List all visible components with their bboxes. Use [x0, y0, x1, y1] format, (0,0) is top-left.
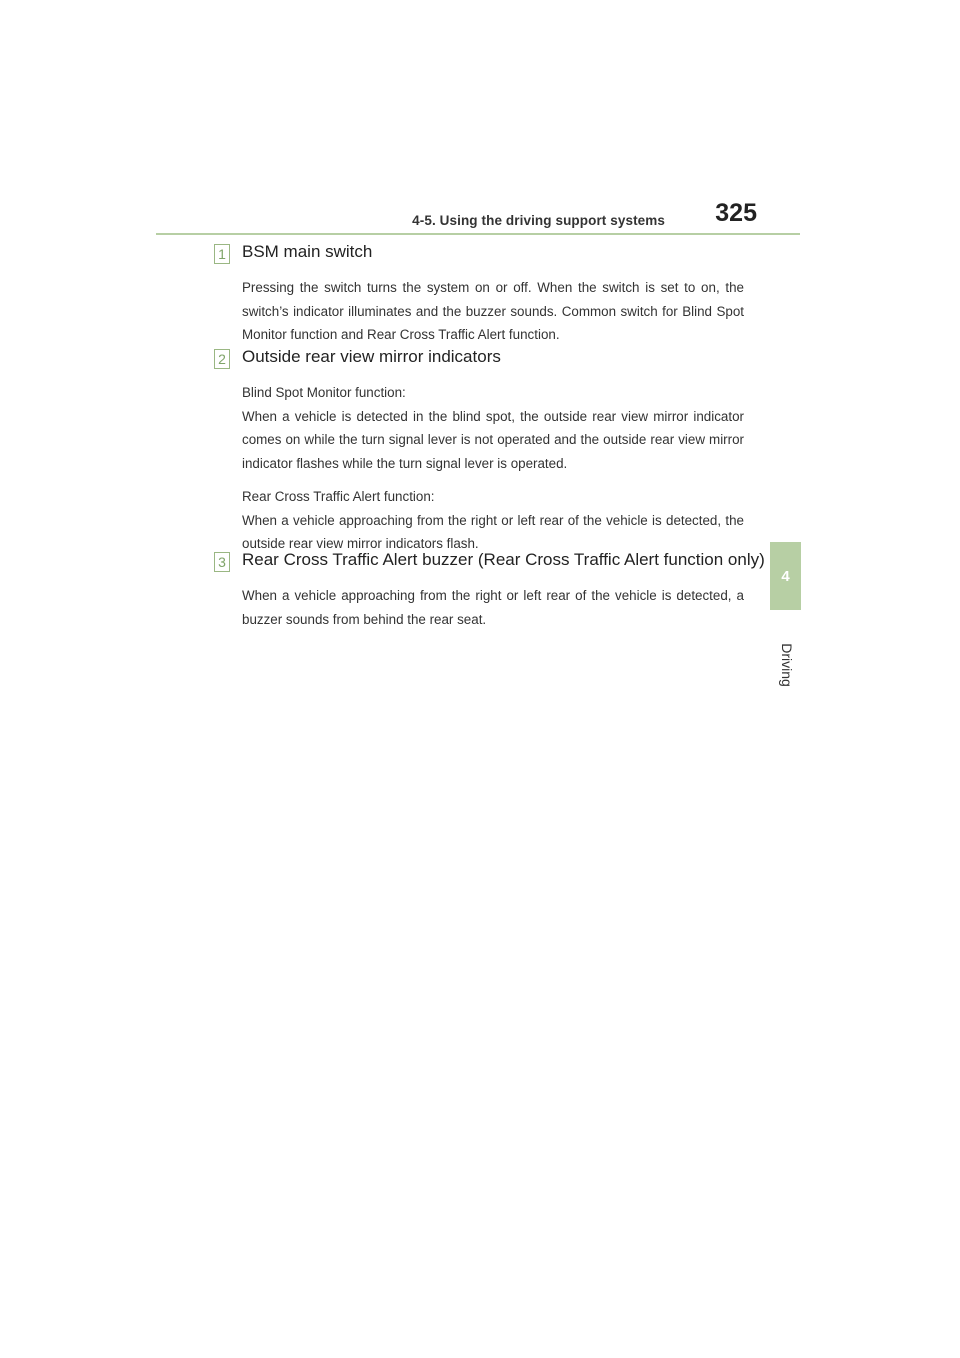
- page-header: [156, 199, 800, 235]
- item-number-badge: 1: [214, 244, 230, 264]
- item-title: BSM main switch: [242, 242, 373, 261]
- item-paragraph: When a vehicle approaching from the right or left rear of the vehicle is detected, a buzzer sounds from behind the rear seat.: [242, 588, 744, 627]
- page-number: 325: [715, 199, 757, 227]
- item-paragraph: When a vehicle is detected in the blind spot, the outside rear view mirror indicator comes on while the turn signal lever is not operated and the outside rear view mirror indicator flashes while the turn signal lever is operated.: [242, 408, 744, 471]
- item-2: [214, 347, 744, 556]
- item-number-badge: 2: [214, 349, 230, 369]
- chapter-label: Driving: [779, 643, 795, 687]
- item-paragraph: When a vehicle approaching from the right or left rear of the vehicle is detected, the outside rear view mirror indicators flash.: [242, 512, 744, 551]
- chapter-tab: [770, 542, 801, 610]
- item-title: Outside rear view mirror indicators: [242, 347, 501, 366]
- item-1: [214, 242, 744, 347]
- item-paragraph: Blind Spot Monitor function:: [242, 385, 406, 400]
- header-rule: [156, 233, 800, 235]
- chapter-number: 4: [781, 567, 790, 585]
- item-paragraph: Rear Cross Traffic Alert function:: [242, 489, 435, 504]
- item-title: Rear Cross Traffic Alert buzzer (Rear Cross Traffic Alert function only): [242, 550, 765, 569]
- section-title: 4-5. Using the driving support systems: [412, 213, 665, 228]
- item-number-badge: 3: [214, 552, 230, 572]
- item-3: [214, 550, 765, 631]
- item-paragraph: Pressing the switch turns the system on or off. When the switch is set to on, the switch’s indicator illuminates and the buzzer sounds. Common switch for Blind Spot Monitor function and Rear Cross Traffic Alert function.: [242, 280, 744, 342]
